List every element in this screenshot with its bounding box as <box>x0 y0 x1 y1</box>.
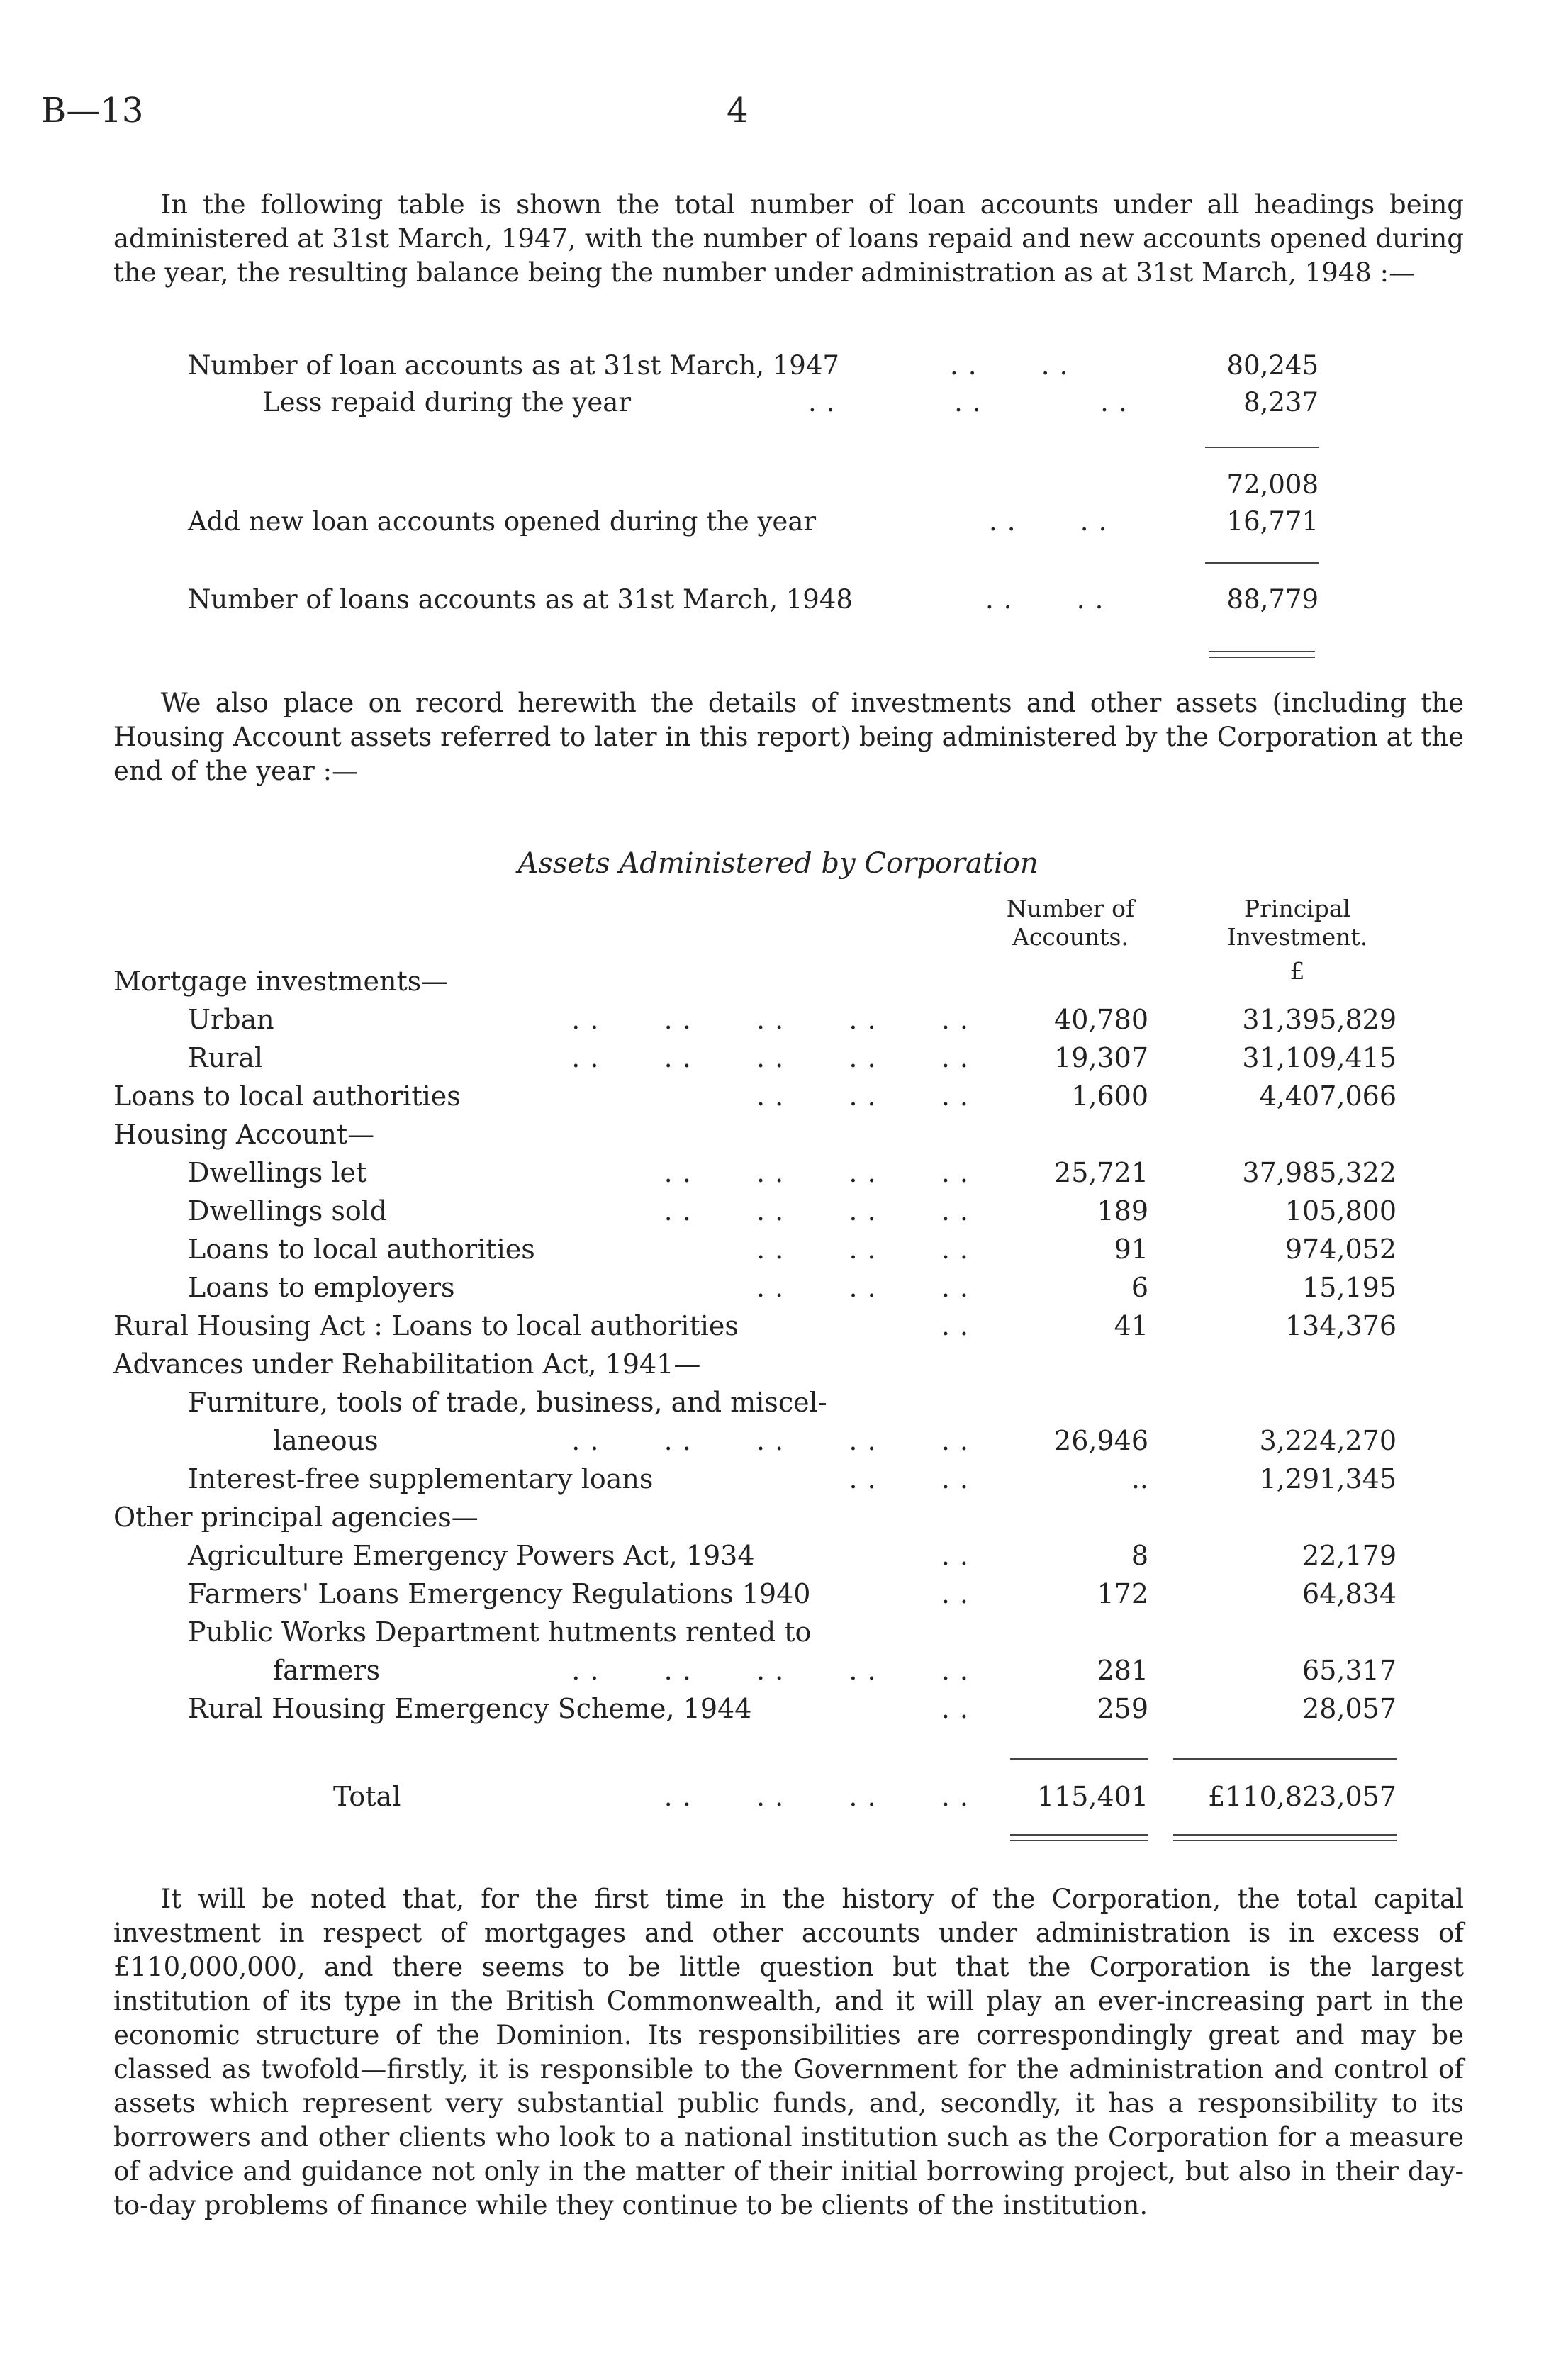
leader-dots: .. .. <box>849 1463 978 1495</box>
row-label: Rural Housing Emergency Scheme, 1944 <box>188 1693 752 1724</box>
closing-paragraph <box>113 1882 1464 2223</box>
leader-dots: .. .. .. .. <box>664 1195 978 1227</box>
leader-dots: .. <box>941 1578 978 1609</box>
total-label: Total <box>333 1781 401 1812</box>
total-principal: £110,823,057 <box>1208 1781 1397 1812</box>
repaid-value: 8,237 <box>1243 387 1319 418</box>
column-header-accounts: Number of Accounts. <box>1006 895 1135 951</box>
accounts-cell: 8 <box>1131 1540 1148 1571</box>
row-label: Agriculture Emergency Powers Act, 1934 <box>188 1540 755 1571</box>
repaid-label: Less repaid during the year <box>262 387 632 418</box>
closing-text: It will be noted that, for the first time in the history of the Corporation, the total capital investment in respect of mortgages and other accounts under administration is in excess of £110,000,000, and there seems to be little question but that the Corporation is the largest institution of its type in the British Commonwealth, and it will play an ever-increasing part in the economic structure of the Dominion. Its responsibilities are correspondingly great and may be classed as twofold—firstly, it is responsible to the Government for the administration and control of assets which represent very substantial public funds, and, secondly, it has a responsibility to its borrowers and other clients who look to a national institution such as the Corporation for a measure of advice and guidance not only in the matter of their initial borrowing project, but also in their day-to-day problems of finance while they continue to be clients of the institution. <box>113 1884 1464 2220</box>
table-row <box>0 1613 1556 1651</box>
row-label: Dwellings sold <box>188 1195 388 1227</box>
row-label: Loans to local authorities <box>188 1234 535 1265</box>
leader-dots: .. .. <box>985 584 1114 615</box>
leader-dots: .. .. .. <box>756 1272 978 1303</box>
closing-count-label: Number of loans accounts as at 31st March, 1948 <box>188 584 853 615</box>
currency-symbol: £ <box>1289 957 1305 985</box>
table-row <box>0 1345 1556 1383</box>
row-label: Urban <box>188 1004 274 1035</box>
row-label: laneous <box>273 1425 379 1456</box>
leader-dots: .. <box>941 1310 978 1341</box>
principal-cell: 64,834 <box>1302 1578 1397 1609</box>
table-row <box>0 1307 1556 1345</box>
accounts-cell: 281 <box>1097 1655 1148 1686</box>
table-row <box>0 1268 1556 1307</box>
new-accounts-label: Add new loan accounts opened during the year <box>188 506 817 537</box>
table-row <box>0 1077 1556 1115</box>
accounts-cell: .. <box>1131 1463 1148 1495</box>
row-label: Mortgage investments— <box>113 966 449 997</box>
row-label: Rural <box>188 1042 264 1073</box>
accounts-cell: 40,780 <box>1054 1004 1148 1035</box>
total-row <box>0 1777 1556 1816</box>
row-label: Other principal agencies— <box>113 1502 478 1533</box>
accounts-cell: 189 <box>1097 1195 1148 1227</box>
intro-text: In the following table is shown the total number of loan accounts under all headings being administered at 31st March, 1947, with the number of loans repaid and new accounts opened during the year, the resulting balance being the number under administration as at 31st March, 1948 :— <box>113 189 1464 288</box>
table-row <box>0 1153 1556 1192</box>
opening-count-label: Number of loan accounts as at 31st March, 1947 <box>188 350 839 381</box>
principal-cell: 22,179 <box>1302 1540 1397 1571</box>
new-accounts-value: 16,771 <box>1226 506 1319 537</box>
accounts-cell: 26,946 <box>1054 1425 1148 1456</box>
table-row <box>0 1651 1556 1689</box>
page-number: 4 <box>727 91 749 130</box>
leader-dots: .. .. .. <box>756 1234 978 1265</box>
leader-dots: .. .. .. <box>756 1080 978 1112</box>
intro-paragraph <box>113 188 1464 290</box>
table-row <box>0 1536 1556 1575</box>
double-rule <box>1173 1834 1397 1836</box>
accounts-cell: 91 <box>1114 1234 1148 1265</box>
leader-dots: .. .. <box>989 506 1117 537</box>
table-row <box>0 1192 1556 1230</box>
accounts-cell: 172 <box>1097 1578 1148 1609</box>
table-row <box>0 1575 1556 1613</box>
accounts-cell: 1,600 <box>1071 1080 1148 1112</box>
principal-cell: 31,395,829 <box>1242 1004 1397 1035</box>
principal-cell: 37,985,322 <box>1242 1157 1397 1188</box>
table-row <box>0 1115 1556 1153</box>
row-label: Furniture, tools of trade, business, and miscel- <box>188 1387 827 1418</box>
table-row <box>0 1421 1556 1460</box>
leader-dots: .. .. .. <box>808 387 1137 418</box>
principal-cell: 31,109,415 <box>1242 1042 1397 1073</box>
accounts-cell: 259 <box>1097 1693 1148 1724</box>
leader-dots: .. <box>941 1693 978 1724</box>
closing-count-value: 88,779 <box>1226 584 1319 615</box>
double-rule <box>1209 657 1315 658</box>
leader-dots: .. .. .. .. .. <box>571 1042 978 1073</box>
leader-dots: .. .. .. .. .. <box>571 1655 978 1686</box>
principal-cell: 4,407,066 <box>1259 1080 1397 1112</box>
row-label: Housing Account— <box>113 1119 375 1150</box>
row-label: Rural Housing Act : Loans to local authorities <box>113 1310 739 1341</box>
table-row <box>0 962 1556 1000</box>
table-row <box>0 1498 1556 1536</box>
table-row <box>0 1689 1556 1728</box>
leader-dots: .. .. <box>950 350 1078 381</box>
accounts-cell: 25,721 <box>1054 1157 1148 1188</box>
table-row <box>0 1383 1556 1421</box>
leader-dots: .. .. .. .. <box>664 1781 978 1812</box>
accounts-cell: 6 <box>1131 1272 1148 1303</box>
leader-dots: .. .. .. .. <box>664 1157 978 1188</box>
column-header-principal: Principal Investment. <box>1226 895 1368 951</box>
principal-cell: 105,800 <box>1284 1195 1397 1227</box>
record-text: We also place on record herewith the details of investments and other assets (including the Housing Account assets referred to later in this report) being administered by the Corporation at the end of the year :— <box>113 688 1464 786</box>
double-rule <box>1173 1840 1397 1841</box>
table-row <box>0 1230 1556 1268</box>
record-paragraph <box>113 686 1464 788</box>
leader-dots: .. .. .. .. .. <box>571 1425 978 1456</box>
principal-cell: 134,376 <box>1284 1310 1397 1341</box>
row-label: Public Works Department hutments rented to <box>188 1616 812 1648</box>
opening-count-value: 80,245 <box>1226 350 1319 381</box>
row-label: Advances under Rehabilitation Act, 1941— <box>113 1348 701 1380</box>
principal-cell: 65,317 <box>1302 1655 1397 1686</box>
table-row <box>0 1039 1556 1077</box>
principal-cell: 15,195 <box>1302 1272 1397 1303</box>
double-rule <box>1010 1840 1148 1841</box>
row-label: Loans to employers <box>188 1272 455 1303</box>
table-caption: Assets Administered by Corporation <box>517 847 1039 880</box>
accounts-cell: 41 <box>1114 1310 1148 1341</box>
leader-dots: .. <box>941 1540 978 1571</box>
principal-cell: 3,224,270 <box>1259 1425 1397 1456</box>
row-label: Farmers' Loans Emergency Regulations 1940 <box>188 1578 811 1609</box>
document-reference: B—13 <box>41 91 144 130</box>
row-label: Interest-free supplementary loans <box>188 1463 654 1495</box>
total-rule <box>1205 562 1319 564</box>
total-rule <box>1010 1758 1148 1760</box>
principal-cell: 1,291,345 <box>1259 1463 1397 1495</box>
total-accounts: 115,401 <box>1036 1781 1148 1812</box>
principal-cell: 974,052 <box>1284 1234 1397 1265</box>
subtotal-rule <box>1205 447 1319 448</box>
row-label: farmers <box>273 1655 381 1686</box>
accounts-cell: 19,307 <box>1054 1042 1148 1073</box>
table-row <box>0 1460 1556 1498</box>
principal-cell: 28,057 <box>1302 1693 1397 1724</box>
double-rule <box>1209 651 1315 652</box>
double-rule <box>1010 1834 1148 1836</box>
row-label: Loans to local authorities <box>113 1080 461 1112</box>
total-rule <box>1173 1758 1397 1760</box>
table-row <box>0 1000 1556 1039</box>
leader-dots: .. .. .. .. .. <box>571 1004 978 1035</box>
row-label: Dwellings let <box>188 1157 367 1188</box>
subtotal-value: 72,008 <box>1226 469 1319 500</box>
